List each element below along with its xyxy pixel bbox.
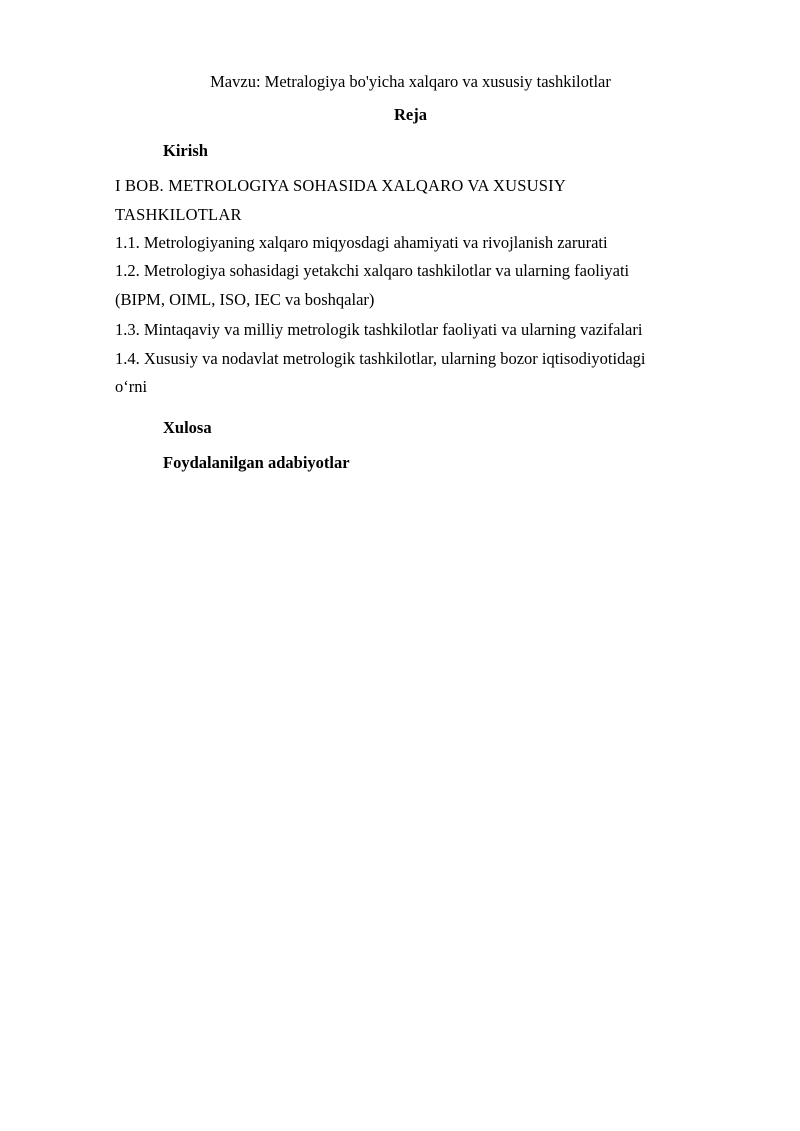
plan-heading: Reja: [394, 105, 427, 125]
references-label: Foydalanilgan adabiyotlar: [163, 452, 350, 472]
chapter-heading-line-1: I BOB. METROLOGIYA SOHASIDA XALQARO VA XUSUSIY: [115, 176, 566, 196]
toc-item-2-line-1: 1.2. Metrologiya sohasidagi yetakchi xalqaro tashkilotlar va ularning faoliyati: [115, 261, 630, 281]
chapter-heading-line-2: TASHKILOTLAR: [115, 204, 242, 224]
conclusion-label: Xulosa: [163, 417, 212, 437]
spacer-before-conclusion: [115, 406, 728, 416]
intro-label: Kirish: [163, 140, 208, 160]
toc-item-2-line-2: (BIPM, OIML, ISO, IEC va boshqalar): [115, 289, 375, 309]
toc-item-4-line-2: o‘rni: [115, 377, 148, 397]
document-title: Mavzu: Metralogiya bo'yicha xalqaro va xususiy tashkilotlar: [210, 72, 611, 91]
toc-item-4-line-1: 1.4. Xususiy va nodavlat metrologik tashkilotlar, ularning bozor iqtisodiyotidagi: [115, 348, 646, 368]
toc-item-1-line-1: 1.1. Metrologiyaning xalqaro miqyosdagi ahamiyati va rivojlanish zarurati: [115, 233, 608, 253]
toc-item-3-line-1: 1.3. Mintaqaviy va milliy metrologik tashkilotlar faoliyati va ularning vazifalari: [115, 320, 643, 340]
